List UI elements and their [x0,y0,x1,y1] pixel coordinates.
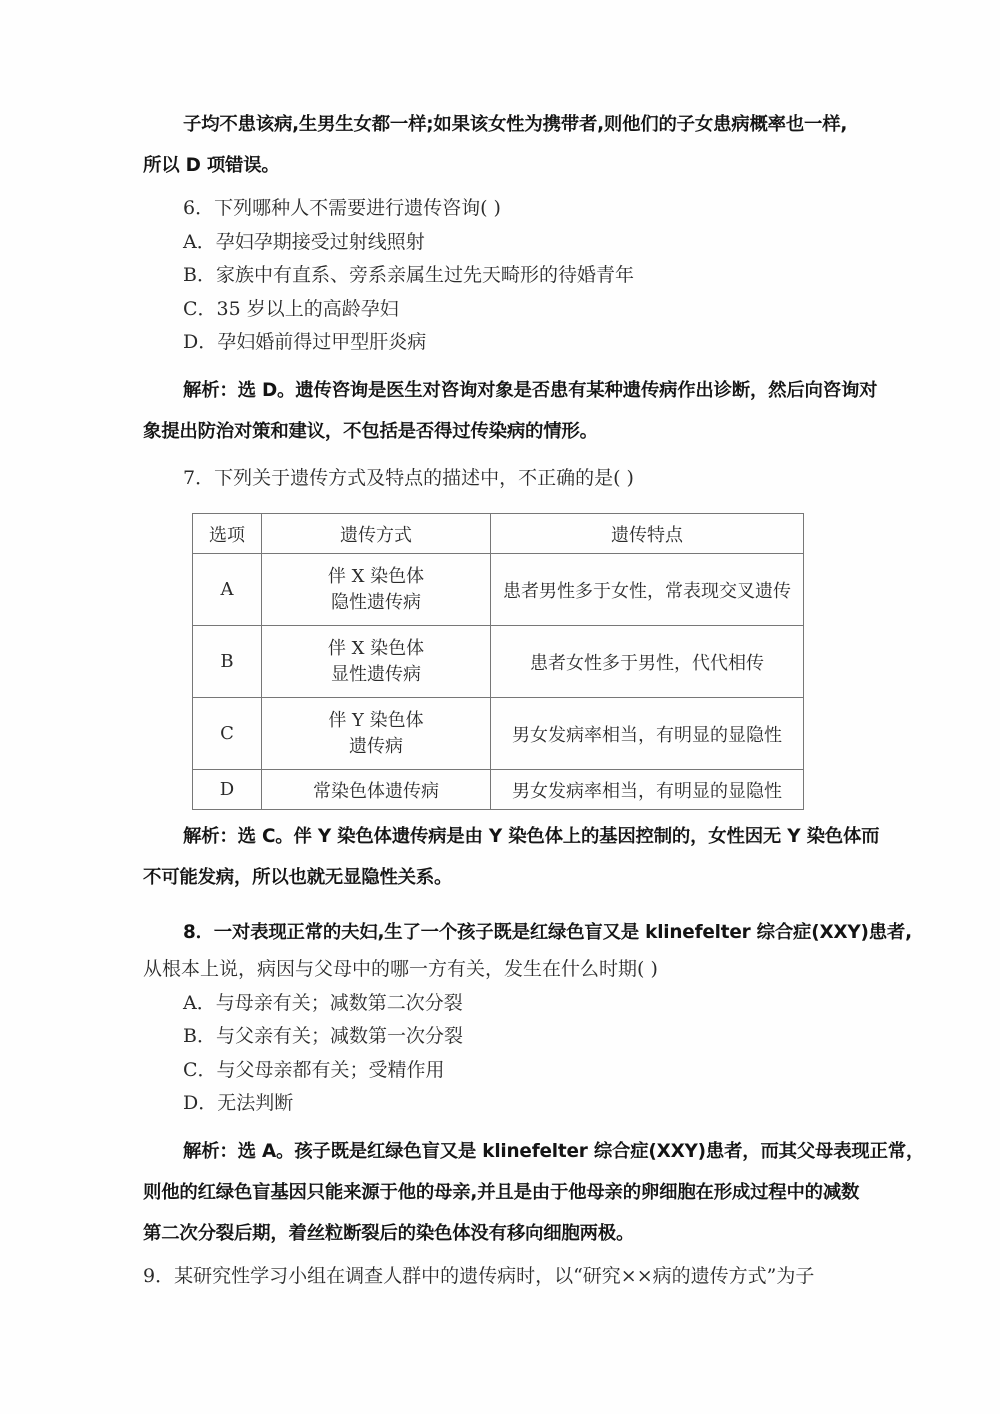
question-6-option-a[interactable]: A．孕妇孕期接受过射线照射 [183,230,425,253]
question-8-option-b[interactable]: B．与父亲有关；减数第一次分裂 [183,1025,463,1047]
continued-paragraph-line-1: 子均不患该病,生男生女都一样;如果该女性为携带者,则他们的子女患病概率也一样, [183,114,848,135]
table-header-feature: 遗传特点 [491,514,804,554]
genetic-modes-table-wrapper [192,513,804,810]
table-header-mode: 遗传方式 [262,514,491,554]
question-8-explanation-line-1: 解析：选 A。孩子既是红绿色盲又是 klinefelter 综合症(XXY)患者，而其父母表现正常， [183,1140,925,1162]
table-header-option: 选项 [193,514,262,554]
question-8-stem-line-1: 8．一对表现正常的夫妇,生了一个孩子既是红绿色盲又是 klinefelter 综合症(XXY)患者, [183,922,912,943]
question-6-explanation-line-1: 解析：选 D。遗传咨询是医生对咨询对象是否患有某种遗传病作出诊断，然后向咨询对 [183,379,878,401]
continued-paragraph [143,104,859,186]
question-7-block [143,462,880,899]
table-row [193,626,804,698]
question-9-stem: 9．某研究性学习小组在调查人群中的遗传病时，以“研究××病的遗传方式”为子 [143,1264,815,1287]
question-8-option-d[interactable]: D．无法判断 [183,1092,294,1114]
table-row-a-mode-line-1: 伴 X 染色体 [327,565,425,587]
table-row-d-mode: 常染色体遗传病 [262,770,491,810]
table-row-b-mode-line-2: 显性遗传病 [331,663,421,685]
table-row-c-mode-line-1: 伴 Y 染色体 [328,709,424,731]
question-7-explanation-line-1: 解析：选 C。伴 Y 染色体遗传病是由 Y 染色体上的基因控制的，女性因无 Y 染色体而 [183,826,880,847]
question-8-explanation-line-3: 第二次分裂后期，着丝粒断裂后的染色体没有移向细胞两极。 [143,1222,635,1244]
table-row-a-feature: 患者男性多于女性，常表现交叉遗传 [491,554,804,626]
question-6-option-b[interactable]: B．家族中有直系、旁系亲属生过先天畸形的待婚青年 [183,264,634,286]
table-row-a-option: A [193,554,262,626]
table-row-a-mode [262,554,491,626]
table-row-b-mode-line-1: 伴 X 染色体 [327,637,425,659]
question-6-option-d[interactable]: D．孕妇婚前得过甲型肝炎病 [183,331,427,353]
question-6-block [143,192,878,452]
question-6-option-c[interactable]: C．35 岁以上的高龄孕妇 [183,297,399,320]
table-header-row [193,514,804,554]
page-content [143,104,925,1293]
continued-paragraph-line-2: 所以 D 项错误。 [143,155,280,176]
question-8-option-a[interactable]: A．与母亲有关；减数第二次分裂 [183,991,463,1014]
table-row-b-feature: 患者女性多于男性，代代相传 [491,626,804,698]
table-row-b-mode [262,626,491,698]
genetic-modes-table [192,513,804,810]
question-8-stem-line-2: 从根本上说，病因与父母中的哪一方有关，发生在什么时期( ) [143,958,658,980]
question-7-explanation-line-2: 不可能发病，所以也就无显隐性关系。 [143,867,453,888]
table-row-c-feature: 男女发病率相当，有明显的显隐性 [491,698,804,770]
table-row-d-feature: 男女发病率相当，有明显的显隐性 [491,770,804,810]
question-7-stem: 7．下列关于遗传方式及特点的描述中，不正确的是( ) [183,466,634,489]
question-8-option-c[interactable]: C．与父母亲都有关；受精作用 [183,1058,445,1081]
table-row-c-mode [262,698,491,770]
table-row-c-mode-line-2: 遗传病 [349,735,403,757]
question-9-block [143,1260,859,1294]
question-8-explanation-line-2: 则他的红绿色盲基因只能来源于他的母亲,并且是由于他母亲的卵细胞在形成过程中的减数 [143,1181,860,1203]
table-row-c-option: C [193,698,262,770]
table-row-d-option: D [193,770,262,810]
table-row-a-mode-line-2: 隐性遗传病 [331,591,421,613]
table-row [193,770,804,810]
question-8-block [143,912,925,1254]
table-row [193,554,804,626]
question-6-stem: 6．下列哪种人不需要进行遗传咨询( ) [183,197,501,219]
table-row [193,698,804,770]
table-row-b-option: B [193,626,262,698]
question-6-explanation-line-2: 象提出防治对策和建议，不包括是否得过传染病的情形。 [143,420,598,442]
